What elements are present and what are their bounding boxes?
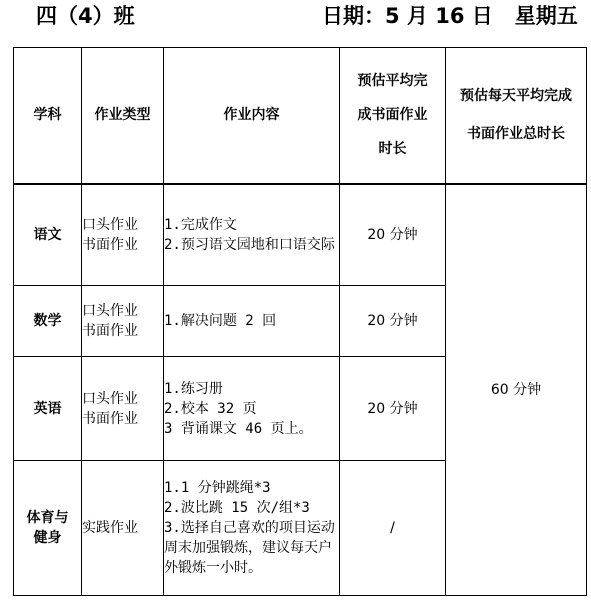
homework-table: [13, 47, 587, 596]
duration-cell: 20 分钟: [340, 357, 446, 461]
type-cell: 实践作业: [82, 461, 164, 596]
content-cell: 1.1 分钟跳绳*3 2.波比跳 15 次/组*3 3.选择自己喜欢的项目运动 周末加强锻炼，建议每天户外锻炼一小时。: [164, 461, 340, 596]
subject-cell: 语文: [14, 184, 82, 286]
total-duration-cell: 60 分钟: [446, 184, 587, 596]
duration-cell: /: [340, 461, 446, 596]
table-header-row: [14, 48, 587, 184]
header-total-duration: 预估每天平均完成 书面作业总时长: [446, 48, 587, 184]
header-estimated-duration: 预估平均完 成书面作业 时长: [340, 48, 446, 184]
type-cell: 口头作业 书面作业: [82, 286, 164, 357]
duration-cell: 20 分钟: [340, 184, 446, 286]
table-row-chinese: [14, 184, 587, 286]
content-cell: 1.完成作文 2.预习语文园地和口语交际: [164, 184, 340, 286]
class-title: 四（4）班: [36, 4, 135, 28]
subject-cell: 体育与 健身: [14, 461, 82, 596]
content-cell: 1.练习册 2.校本 32 页 3 背诵课文 46 页上。: [164, 357, 340, 461]
type-cell: 口头作业 书面作业: [82, 357, 164, 461]
date-text: 日期：5 月 16 日: [322, 4, 493, 28]
type-cell: 口头作业 书面作业: [82, 184, 164, 286]
duration-cell: 20 分钟: [340, 286, 446, 357]
subject-cell: 数学: [14, 286, 82, 357]
weekday-text: 星期五: [514, 4, 578, 28]
header-homework-content: 作业内容: [164, 48, 340, 184]
date-line: [322, 2, 578, 30]
header-subject: 学科: [14, 48, 82, 184]
content-cell: 1.解决问题 2 回: [164, 286, 340, 357]
subject-cell: 英语: [14, 357, 82, 461]
header-homework-type: 作业类型: [82, 48, 164, 184]
